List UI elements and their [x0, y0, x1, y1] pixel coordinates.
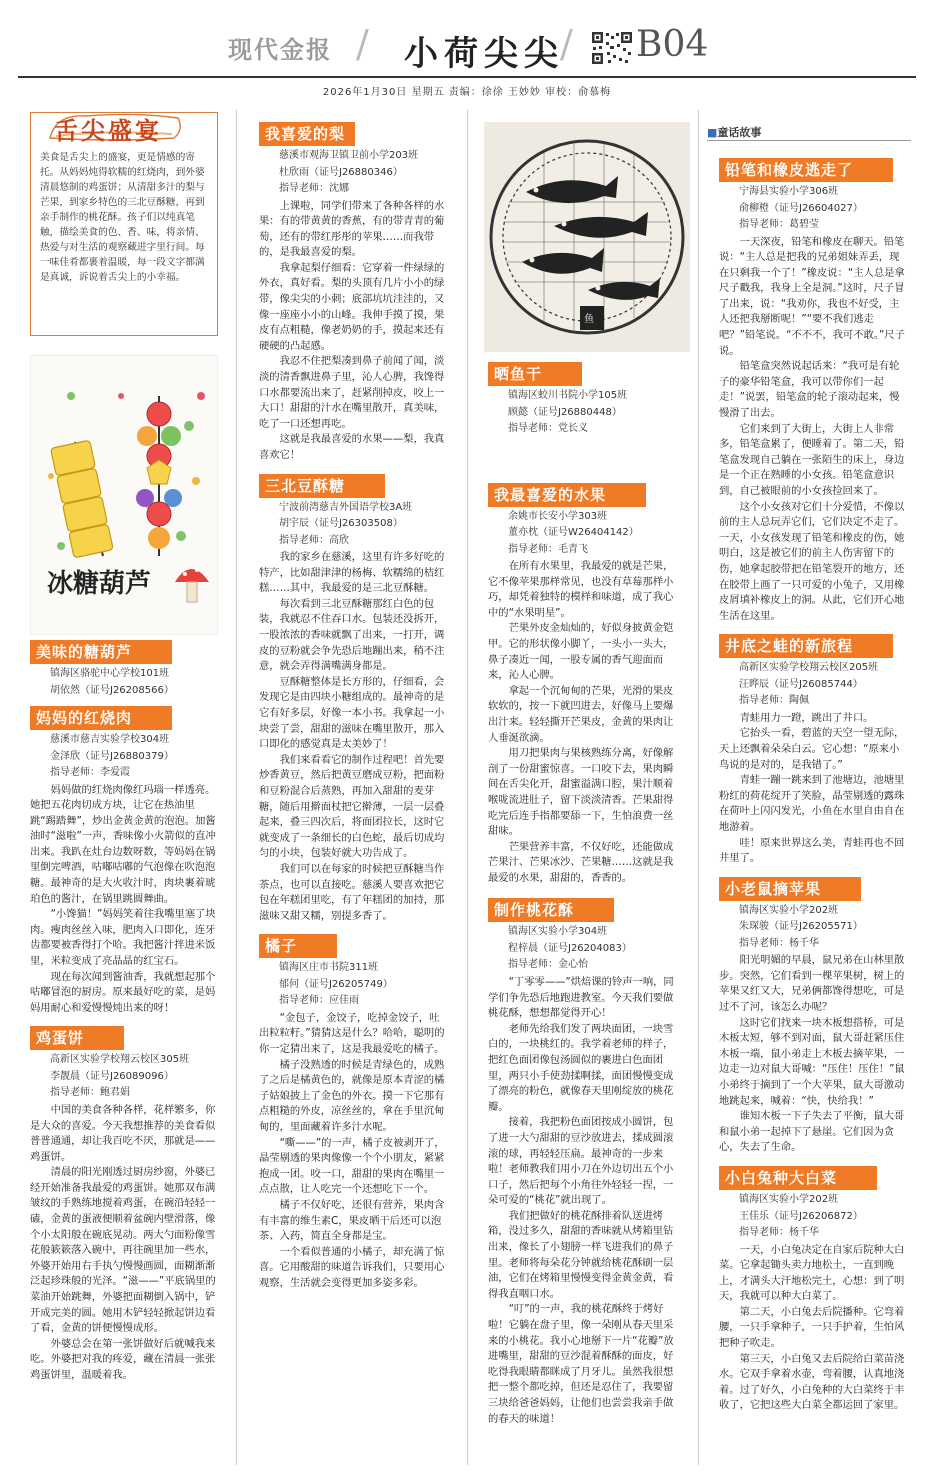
dateline: 2026年1月30日 星期五 责编：徐徐 王妙妙 审校：俞慕梅	[322, 87, 612, 98]
paragraph: 芒果营养丰富，不仅好吃，还能做成芒果汁、芒果冰沙、芒果糖……这就是我最爱的水果，甜甜的，香香的。	[488, 840, 674, 884]
article-pear	[259, 120, 447, 464]
article-title: 小老鼠摘苹果	[719, 877, 861, 901]
paragraph: 我拿起梨仔细看：它穿着一件绿绿的外衣，真好看。梨的头顶有几片小小的绿带，像尖尖的小刺；底部坑坑洼洼的，又像一座座小小的山峰。我伸手摸了摸，果皮有点粗糙，像老奶奶的手，摸起来还有硬硬的凸起感。	[259, 261, 445, 352]
article-author: 郁何（证号J26205749）	[279, 978, 393, 990]
article-bean-candy	[259, 472, 447, 925]
article-teacher: 指导老师：沈娜	[279, 183, 349, 194]
paragraph: 一天，小白兔决定在自家后院种大白菜。它拿起锄头卖力地松土，一直到晚上，才满头大汗地松完土，心想：到了明天，我就可以种大白菜了。	[719, 1243, 905, 1303]
article-orange	[259, 932, 447, 1291]
article-teacher: 指导老师：鲍君娟	[50, 1087, 130, 1099]
paragraph: 我们来看看它的制作过程吧！首先要炒香黄豆，然后把黄豆磨成豆粉，把面粉和豆粉混合后蒸熟，再加入甜甜的麦芽糖，随后用擀面杖把它擀薄，一层一层叠起来，叠三四次后，将面团拉长，这时它就变成了一条细长的白色蛇，最后切成均匀的小块，包装好就大功告成了。	[259, 753, 445, 860]
paragraph: 老师先给我们发了两块面团，一块雪白的，一块桃红的。我学着老师的样子，把红色面团像包汤圆似的裹进白色面团里，两只小手使劲揉啊揉，面团慢慢变成了漂亮的粉色，就像春天里刚绽放的桃花瓣。	[488, 1022, 674, 1113]
paragraph: 这个小女孩对它们十分爱惜，不像以前的主人总玩弄它们，它们决定不走了。一天，小女孩发现了铅笔和橡皮的伤，她明白，这是被它们的前主人伤害留下的伤，她拿起胶带把在铅笔裂开的地方，还在胶带上画了一只可爱的小兔子，又用橡皮屑填补橡皮上的洞。从此，它们开心地生活在这里。	[719, 500, 905, 622]
paragraph: 清晨的阳光刚透过厨房纱窗，外婆已经开始准备我最爱的鸡蛋饼。她那双布满皱纹的手熟练地搅着鸡蛋，在碗沿轻轻一磕，金黄的蛋液便顺着盆碗内壁滑落，像个小太阳般在碗底晃动。两大勺面粉像雪花般簌簌落入碗中，再往碗里加一些水，外婆开始用右手执勺慢慢画圆，面糊渐渐泛起珍珠般的光泽。“滋——”平底锅里的菜油开始跳舞，外婆把面糊倒入锅中，铲开成完美的圆。她用木铲轻轻掀起饼边看了看，金黄的饼便慢慢成形。	[30, 1166, 216, 1335]
paper-name: 现代金报	[228, 35, 332, 64]
article-candied-hawthorn	[30, 638, 218, 698]
article-school: 慈溪市慈吉实验学校304班	[50, 734, 170, 745]
paragraph: “嘶——”的一声，橘子皮被剥开了，晶莹剔透的果肉像像一个个小朋友，紧紧抱成一团。咬一口，甜甜的果肉在嘴里一点点散，让人吃完一个还想吃下一个。	[259, 1136, 445, 1196]
svg-text:鱼: 鱼	[584, 314, 594, 325]
paragraph: 妈妈做的红烧肉像红玛瑙一样透亮。她把五花肉切成方块，让它在热油里跳“踢踏舞”，炒出金黄金黄的泡泡。加酱油时“滋啦”一声，香味像小火箭似的直冲出来。我趴在灶台边数呀数，等妈妈在锅里倒完啤酒，咕嘟咕嘟的气泡像在吹泡泡糖。最神奇的是大火收汁时，肉块裹着琥珀色的酱汁，在锅里跳圆舞曲。	[30, 783, 216, 905]
article-author: 李靓晨（证号J26089096）	[50, 1070, 174, 1082]
column-4	[719, 156, 909, 1414]
page-title: 小荷尖尖	[404, 34, 564, 74]
article-pencil-eraser	[719, 156, 909, 624]
article-peach-pastry	[488, 896, 680, 1427]
article-school: 镇海区蛟川书院小学105班	[508, 390, 628, 401]
article-dried-fish	[488, 360, 680, 437]
illustration-candied-hawthorn	[30, 355, 218, 635]
article-author: 金泽欣（证号J26880379）	[50, 750, 174, 762]
paragraph: 外婆总会在第一张饼做好后就喊我来吃。外婆把对我的疼爱，藏在清晨一张张鸡蛋饼里，温暖着我。	[30, 1337, 216, 1381]
article-school: 镇海区实验小学202班	[739, 1194, 839, 1205]
article-school: 高新区实验学校翔云校区305班	[50, 1054, 190, 1066]
article-author: 汪晔辰（证号J26085744）	[739, 678, 863, 690]
section-label	[707, 124, 761, 140]
article-author: 胡依然（证号J26208566）	[50, 684, 174, 696]
article-school: 宁海县实验小学306班	[739, 186, 839, 197]
paragraph: 它们来到了大街上，大街上人非常多，铅笔盒累了，便睡着了。第二天，铅笔盒发现自己躺在一张陌生的床上，身边是一个正在熟睡的小女孩。铅笔盒意识到，自己被眼前的小女孩捡回来了。	[719, 422, 905, 497]
article-title: 铅笔和橡皮逃走了	[719, 158, 893, 182]
article-title: 晒鱼干	[488, 362, 582, 386]
paragraph: 哇！原来世界这么美，青蛙再也不回井里了。	[719, 836, 905, 865]
paragraph: “叮”的一声，我的桃花酥终于烤好啦！它躺在盘子里，像一朵刚从春天里采来的小桃花。我小心地掰下一片“花瓣”放进嘴里，甜甜的豆沙混着酥酥的面皮，好吃得我眼睛都眯成了月牙儿。虽然我很想把一整个都吃掉，但还是忍住了，我要留三块给爸爸妈妈，让他们也尝尝我亲手做的春天的味道！	[488, 1303, 674, 1425]
article-author: 朱琛骏（证号J26205571）	[739, 921, 863, 933]
banner-title	[46, 108, 186, 144]
article-author: 董亦枕（证号W26404142）	[508, 527, 639, 538]
column-divider	[698, 110, 699, 1465]
article-teacher: 指导老师：杨千华	[739, 1227, 819, 1238]
article-title: 制作桃花酥	[488, 898, 614, 922]
article-frog	[719, 632, 909, 866]
article-teacher: 指导老师：杨千华	[739, 937, 819, 949]
paragraph: 接着，我把粉色面团按成小圆饼，包了进一大勺甜甜的豆沙放进去，揉成圆滚滚的球，再轻轻压扁。最神奇的一步来啦！老师教我们用小刀在外边切出五个小口子，然后把每个小角往外轻轻一捏，一朵可爱的“桃花”就出现了。	[488, 1116, 674, 1207]
banner-intro: 美食是舌尖上的盛宴，更是情感的寄托。从妈妈炖得软糯的红烧肉，到外婆清晨悠制的鸡蛋饼；从清甜多汁的梨与芒果，到家乡特色的三北豆酥糖，再到亲手制作的桃花酥。孩子们以纯真笔触，描绘美食的色、香、味，将亲情、热爱与对生活的观察藏进字里行间。每一味佳肴都裹着温暖，每一段文字都满是真诚，诉说着舌尖上的小幸福。	[40, 152, 205, 283]
section-rule	[707, 140, 911, 141]
article-author: 俞柳橙（证号J26604027）	[739, 202, 863, 214]
paragraph: 我忍不住把梨凑到鼻子前闻了闻，淡淡的清香飘进鼻子里，沁人心脾，我馋得口水都要流出来了，赶紧削掉皮，咬上一大口！甜甜的汁水在嘴里散开，真美味，吃了一口还想再吃。	[259, 355, 445, 430]
article-title: 我最喜爱的水果	[488, 483, 646, 507]
masthead-divider: /	[356, 22, 369, 66]
candied-hawthorn-icon	[31, 356, 217, 634]
article-title: 小白兔种大白菜	[719, 1166, 877, 1190]
column-divider	[467, 110, 468, 1465]
paragraph: 橘子没熟透的时候是青绿色的，成熟了之后是橘黄色的，就像是原本青涩的橘子姑娘披上了金色的外衣。摸一下它那有点粗糙的外皮，凉丝丝的，拿在手里沉甸甸的，里面藏着许多汁水呢。	[259, 1058, 445, 1133]
paragraph: 中国的美食各种各样，花样繁多，你是大众的喜爱。今天我想推荐的美食看似普普通通，却让我百吃不厌，那就是——鸡蛋饼。	[30, 1103, 216, 1163]
article-egg-pancake	[30, 1024, 218, 1383]
paragraph: 上课啦，同学们带来了各种各样的水果：有的带黄黄的香蕉，有的带青青的葡萄，还有的带红彤彤的苹果……而我带的，是我最喜爱的梨。	[259, 199, 445, 259]
article-school: 镇海区实验小学304班	[508, 926, 608, 938]
illustration-caption: 冰糖葫芦	[47, 569, 152, 599]
article-teacher: 指导老师：应佳雨	[279, 995, 359, 1007]
article-school: 慈溪市观海卫镇卫前小学203班	[279, 150, 419, 161]
paragraph: 一天深夜，铅笔和橡皮在聊天。铅笔说：“主人总是把我的兄弟姐妹弄丢，现在只剩我一个了！”橡皮说：“主人总是拿尺子戳我，我身上全是洞。”这时，尺子冒了出来，说：“我劝你，我也不好受，主人还把我掰断呢！”“要不我们逃走吧？”铅笔说。“不不不，我可不敢。”尺子说。	[719, 235, 905, 357]
masthead	[0, 0, 934, 96]
section-square-icon: ■	[707, 126, 718, 139]
column-1	[30, 638, 218, 1384]
article-author: 杜欣雨（证号J26880346）	[279, 166, 403, 178]
article-author: 胡宇辰（证号J26303508）	[279, 518, 403, 530]
paragraph: 铅笔盒突然说起话来：“我可是有轮子的豪华铅笔盒，我可以带你们一起走！”说罢，铅笔盒的轮子滚动起来，慢慢滑了出去。	[719, 360, 900, 420]
article-title: 鸡蛋饼	[30, 1026, 124, 1050]
illustration-dried-fish	[484, 122, 690, 352]
article-school: 余姚市长安小学303班	[508, 510, 608, 522]
paragraph: “小馋猫！”妈妈笑着往我嘴里塞了块肉。瘦肉丝丝入味，肥肉入口即化，连牙齿都要被香得打个哈。我把酱汁拌进米饭里，米粒变成了亮晶晶的红宝石。	[30, 908, 216, 968]
article-school: 镇海区实验小学202班	[739, 904, 839, 916]
article-teacher: 指导老师：陶佩	[739, 695, 809, 707]
paragraph: “金包子，金饺子，吃掉金饺子，吐出粒粒籽。”猜猜这是什么？哈哈，聪明的你一定猜出来了，这是我最爱吃的橘子。	[259, 1011, 445, 1056]
paragraph: 豆酥糖整体是长方形的，仔细看，会发现它是由四块小糖组成的。最神奇的是它有好多层，好像一本小书。我拿起一小块尝了尝，甜甜的滋味在嘴里散开，那入口即化的感觉真是太美妙了！	[259, 675, 445, 751]
masthead-divider: /	[560, 22, 573, 66]
paragraph: 这就是我最喜爱的水果——梨，我真喜欢它！	[259, 433, 445, 461]
article-rabbit-cabbage	[719, 1164, 909, 1414]
column-2	[259, 120, 447, 1292]
paragraph: 我的家乡在慈溪，这里有许多好吃的特产，比如甜津津的杨梅、软糯绵的桔红糕……其中，我最爱的是三北豆酥糖。	[259, 551, 445, 595]
article-author: 顾懿（证号J26880448）	[508, 406, 622, 418]
article-teacher: 指导老师：党长义	[508, 423, 588, 434]
paragraph: 第三天，小白兔又去后院给白菜苗浇水。它双手拿着水壶，弯着腰，认真地浇着。过了好久，小白兔种的大白菜终于丰收了，它把这些大白菜全都运回了家里。	[719, 1352, 905, 1412]
article-teacher: 指导老师：毛青飞	[508, 543, 588, 555]
section-label-text: 童话故事	[717, 126, 762, 139]
article-teacher: 指导老师：李爱霞	[50, 767, 130, 778]
article-author: 程梓晨（证号J26204083）	[508, 942, 632, 954]
paragraph: 现在每次闻到酱油香，我就想起那个咕嘟冒泡的厨房。原来最好吃的菜，是妈妈用耐心和爱慢慢炖出来的呀！	[30, 970, 216, 1014]
paragraph: “丁零零——”烘焙课的铃声一响，同学们争先恐后地跑进教室。今天我们要做桃花酥，想想都觉得开心！	[488, 975, 674, 1020]
paragraph: 谁知木板一下子失去了平衡，鼠大哥和鼠小弟一起掉下了悬崖。它们因为贪心，失去了生命。	[719, 1110, 905, 1154]
masthead-rule	[18, 76, 916, 78]
paragraph: 芒果外皮金灿灿的，好似身披黄金铠甲。它的形状像小脚丫，一头小一头大，鼻子凑近一闻，一股专属的香气迎面而来，沁人心脾。	[488, 622, 674, 682]
article-school: 宁波前湾慈吉外国语学校3A班	[279, 501, 413, 513]
paragraph: 青蛙一蹦一跳来到了池塘边，池塘里粉红的荷花绽开了笑脸，晶莹剔透的露珠在荷叶上闪闪发光，小鱼在水里自由自在地游着。	[719, 774, 905, 833]
article-school: 镇海区庄市书院311班	[279, 962, 379, 974]
article-teacher: 指导老师：葛碧莹	[739, 219, 819, 230]
column-3	[488, 360, 680, 1427]
article-mango	[488, 481, 680, 887]
paragraph: 一个看似普通的小橘子，却充满了惊喜。它用酸甜的味道告诉我们，只要用心观察，生活就会变得更加多姿多彩。	[259, 1245, 445, 1289]
dried-fish-icon	[484, 122, 690, 352]
paragraph: 我们把做好的桃花酥排着队送进烤箱，没过多久，甜甜的香味就从烤箱里钻出来，像长了小翅膀一样飞进我们的鼻子里。老师将每朵花分钟就给桃花酥刷一层油，它们在烤箱里慢慢变得金黄金黄，看得我直咽口水。	[488, 1209, 674, 1300]
article-mice-apple	[719, 875, 909, 1156]
banner-title-text: 舌尖盛宴	[54, 116, 162, 145]
article-title: 美味的糖葫芦	[30, 640, 172, 664]
paragraph: 我们可以在每家的时候把豆酥糖当作茶点，也可以直接吃。慈溪人要喜欢把它包在年糕团里吃，有了年糕团的加持，那滋味又甜又糯，别提多香了。	[259, 862, 445, 922]
paragraph: 青蛙用力一蹬，跳出了井口。	[739, 711, 874, 724]
article-title: 三北豆酥糖	[259, 474, 385, 498]
paragraph: 橘子不仅好吃，还很有营养，果肉含有丰富的维生素C，果皮晒干后还可以泡茶、入药，简直全身都是宝。	[259, 1198, 445, 1243]
article-teacher: 指导老师：金心怡	[508, 959, 588, 971]
paragraph: 阳光明媚的早晨，鼠兄弟在山林里散步。突然，它们看到一棵苹果树，树上的苹果又红又大，兄弟俩都馋得想吃，可是过不了河，该怎么办呢？	[719, 954, 905, 1014]
paragraph: 拿起一个沉甸甸的芒果，光滑的果皮软软的，按一下就凹进去，好像马上要爆出汁来。轻轻撕开芒果皮，金黄的果肉让人垂涎欲滴。	[488, 684, 674, 744]
paragraph: 它抬头一看，碧蓝的天空一望无际，天上还飘着朵朵白云。它心想：“原来小鸟说的是对的，是我错了。”	[719, 727, 905, 771]
article-braised-pork	[30, 704, 218, 1016]
paragraph: 第二天，小白兔去后院播种。它弯着腰，一只手拿种子，一只手护着，生怕风把种子吹走。	[719, 1305, 905, 1350]
page-number: B04	[636, 24, 709, 65]
paragraph: 在所有水果里，我最爱的就是芒果，它不像苹果那样常见，也没有草莓那样小巧，却凭着独特的模样和味道，成了我心中的“水果明星”。	[488, 560, 674, 619]
paragraph: 这时它们找来一块木板想搭桥，可是木板太短，够不到对面，鼠大哥赶紧压住木板一端，鼠小弟走上木板去摘苹果，一边走一边对鼠大哥喊：“压住！压住！”鼠小弟终于摘到了一个大苹果，鼠大哥激动地跳起来，喊着：“快，快给我！”	[719, 1016, 905, 1107]
article-title: 我喜爱的梨	[259, 122, 355, 146]
article-title: 橘子	[259, 934, 337, 958]
column-divider	[236, 110, 237, 1465]
article-title: 妈妈的红烧肉	[30, 706, 172, 730]
article-title: 井底之蛙的新旅程	[719, 634, 893, 658]
paragraph: 每次看到三北豆酥糖那红白色的包装，我就忍不住吞口水。包装还没拆开，一股浓浓的香味就飘了出来，一打开，调皮的豆粉就会争先恐后地蹦出来，稍不注意，就会弄得满嘴满身都是。	[259, 597, 445, 673]
article-school: 高新区实验学校翔云校区205班	[739, 662, 879, 674]
qr-code-icon	[590, 30, 634, 66]
paragraph: 用刀把果肉与果核熟练分离，好像解剖了一份甜蜜惊喜。一口咬下去，果肉瞬间在舌尖化开，甜蜜溢满口腔，果汁顺着喉咙流进肚子，留下淡淡清香。芒果甜得吃完后连手指都要舔一下，生怕浪费一丝甜味。	[488, 747, 674, 838]
article-teacher: 指导老师：高欣	[279, 534, 349, 546]
article-school: 镇海区骆驼中心学校101班	[50, 668, 170, 679]
article-author: 王佳乐（证号J26206872）	[739, 1210, 863, 1222]
